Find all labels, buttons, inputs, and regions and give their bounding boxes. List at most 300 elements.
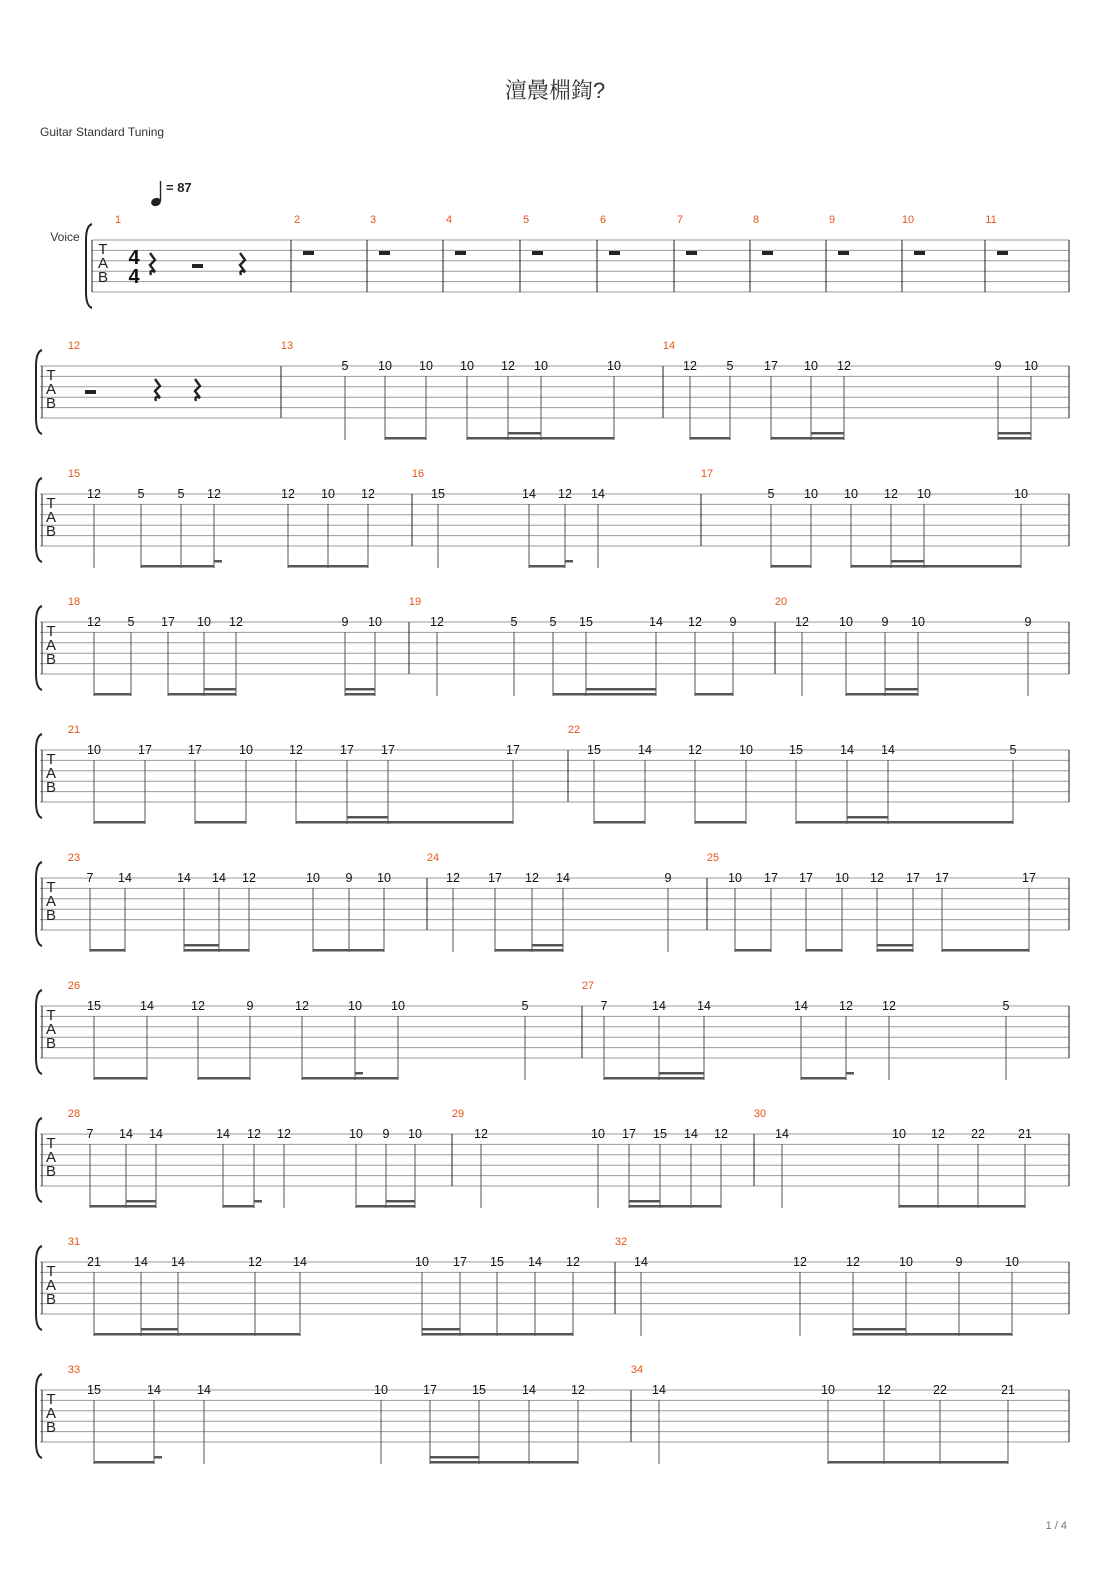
fret-number: 5: [127, 615, 135, 629]
fret-number: 12: [793, 1255, 807, 1269]
measure-number: 13: [280, 340, 294, 352]
fret-number: 12: [207, 487, 221, 501]
measure-number: 18: [67, 596, 81, 608]
tab-clef-letter: T: [46, 1135, 56, 1152]
fret-number: 9: [664, 871, 672, 885]
quarter-rest: [195, 379, 200, 401]
beam: [942, 949, 1029, 952]
system-bracket: [36, 478, 42, 562]
fret-number: 14: [149, 1127, 163, 1141]
beam: [356, 1205, 415, 1208]
fret-number: 12: [931, 1127, 945, 1141]
fret-number: 10: [839, 615, 853, 629]
beam: [553, 693, 656, 696]
beam: [695, 693, 733, 696]
sixteenth-beam: [877, 944, 913, 947]
measure-number: 33: [67, 1364, 81, 1376]
beam: [328, 565, 368, 568]
beam: [888, 821, 1013, 824]
whole-rest: [762, 251, 773, 255]
quarter-rest: [155, 379, 160, 401]
fret-number: 17: [381, 743, 395, 757]
quarter-rest: [240, 253, 245, 275]
beam: [296, 821, 388, 824]
sixteenth-beam: [565, 560, 573, 563]
tab-clef-letter: A: [45, 765, 57, 782]
fret-number: 12: [683, 359, 697, 373]
beam: [168, 693, 236, 696]
fret-number: 14: [212, 871, 226, 885]
fret-number: 14: [522, 1383, 536, 1397]
fret-number: 10: [197, 615, 211, 629]
measure-number: 15: [67, 468, 81, 480]
tab-system: [36, 468, 1069, 568]
system-bracket: [86, 224, 92, 308]
fret-number: 10: [321, 487, 335, 501]
beam: [924, 565, 1021, 568]
sixteenth-beam: [998, 432, 1031, 435]
fret-number: 7: [86, 1127, 94, 1141]
fret-number: 12: [571, 1383, 585, 1397]
beam: [851, 565, 924, 568]
sixteenth-beam: [847, 816, 888, 819]
fret-number: 14: [794, 999, 808, 1013]
fret-number: 12: [446, 871, 460, 885]
whole-rest: [379, 251, 390, 255]
fret-number: 10: [607, 359, 621, 373]
beam: [288, 565, 328, 568]
beam: [90, 1205, 156, 1208]
fret-number: 10: [306, 871, 320, 885]
fret-number: 10: [408, 1127, 422, 1141]
whole-rest: [455, 251, 466, 255]
beam: [806, 949, 842, 952]
system-bracket: [36, 1246, 42, 1330]
fret-number: 10: [911, 615, 925, 629]
fret-number: 9: [246, 999, 254, 1013]
fret-number: 14: [881, 743, 895, 757]
fret-number: 5: [726, 359, 734, 373]
sixteenth-beam: [532, 944, 563, 947]
fret-number: 10: [844, 487, 858, 501]
fret-number: 17: [764, 871, 778, 885]
beam: [828, 1461, 1008, 1464]
fret-number: 10: [415, 1255, 429, 1269]
fret-number: 10: [349, 1127, 363, 1141]
system-bracket: [36, 734, 42, 818]
fret-number: 22: [971, 1127, 985, 1141]
tab-clef-letter: A: [45, 509, 57, 526]
measure-number: 20: [774, 596, 788, 608]
sixteenth-beam: [184, 944, 219, 947]
fret-number: 17: [138, 743, 152, 757]
fret-number: 17: [764, 359, 778, 373]
fret-number: 14: [134, 1255, 148, 1269]
beam: [385, 437, 426, 440]
tuning-subtitle: Guitar Standard Tuning: [40, 125, 165, 139]
tab-system: [36, 1364, 1069, 1464]
fret-number: 14: [216, 1127, 230, 1141]
fret-number: 5: [177, 487, 185, 501]
tab-clef-letter: B: [45, 907, 57, 924]
measure-number: 30: [753, 1108, 767, 1120]
fret-number: 14: [840, 743, 854, 757]
measure-number: 28: [67, 1108, 81, 1120]
fret-number: 12: [795, 615, 809, 629]
fret-number: 15: [87, 1383, 101, 1397]
measure-number: 24: [426, 852, 440, 864]
measure-number: 32: [614, 1236, 628, 1248]
sixteenth-beam: [846, 1072, 854, 1075]
tab-clef-letter: A: [45, 1277, 57, 1294]
measure-number: 19: [408, 596, 422, 608]
sixteenth-beam: [508, 432, 541, 435]
tempo-marking: = 87: [166, 180, 192, 195]
fret-number: 14: [171, 1255, 185, 1269]
tab-clef-letter: A: [97, 255, 109, 272]
sixteenth-beam: [254, 1200, 262, 1203]
system-bracket: [36, 990, 42, 1074]
fret-number: 14: [684, 1127, 698, 1141]
measure-number: 26: [67, 980, 81, 992]
beam: [430, 1461, 578, 1464]
fret-number: 14: [652, 1383, 666, 1397]
fret-number: 10: [460, 359, 474, 373]
tab-clef-letter: A: [45, 637, 57, 654]
fret-number: 10: [374, 1383, 388, 1397]
fret-number: 17: [506, 743, 520, 757]
beam: [302, 1077, 355, 1080]
fret-number: 12: [558, 487, 572, 501]
measure-number: 31: [67, 1236, 81, 1248]
tab-clef-letter: B: [45, 1035, 57, 1052]
fret-number: 9: [994, 359, 1002, 373]
time-signature-top: 4: [128, 247, 140, 269]
beam: [801, 1077, 846, 1080]
fret-number: 10: [591, 1127, 605, 1141]
fret-number: 10: [1005, 1255, 1019, 1269]
fret-number: 14: [697, 999, 711, 1013]
fret-number: 10: [239, 743, 253, 757]
fret-number: 5: [510, 615, 518, 629]
measure-number: 27: [581, 980, 595, 992]
tab-clef-letter: T: [46, 1007, 56, 1024]
beam: [90, 949, 125, 952]
fret-number: 5: [341, 359, 349, 373]
fret-number: 12: [281, 487, 295, 501]
beam: [198, 1077, 250, 1080]
fret-number: 14: [293, 1255, 307, 1269]
sixteenth-beam: [853, 1328, 906, 1331]
fret-number: 14: [556, 871, 570, 885]
measure-number: 4: [445, 214, 453, 226]
sixteenth-beam: [345, 688, 375, 691]
whole-rest: [686, 251, 697, 255]
system-bracket: [36, 606, 42, 690]
tab-clef-letter: T: [46, 1391, 56, 1408]
fret-number: 10: [391, 999, 405, 1013]
fret-number: 10: [804, 359, 818, 373]
fret-number: 10: [899, 1255, 913, 1269]
beam: [355, 1077, 398, 1080]
fret-number: 12: [87, 615, 101, 629]
beam: [998, 437, 1031, 440]
fret-number: 12: [837, 359, 851, 373]
beam: [529, 565, 565, 568]
fret-number: 9: [881, 615, 889, 629]
measure-number: 7: [676, 214, 684, 226]
fret-number: 14: [140, 999, 154, 1013]
tab-system: [86, 214, 1069, 308]
beam: [219, 949, 249, 952]
whole-rest: [914, 251, 925, 255]
fret-number: 14: [775, 1127, 789, 1141]
beam: [594, 821, 645, 824]
fret-number: 5: [137, 487, 145, 501]
beam: [541, 437, 614, 440]
fret-number: 10: [368, 615, 382, 629]
beam: [422, 1333, 573, 1336]
fret-number: 10: [419, 359, 433, 373]
whole-rest: [997, 251, 1008, 255]
fret-number: 14: [197, 1383, 211, 1397]
fret-number: 21: [1018, 1127, 1032, 1141]
fret-number: 22: [933, 1383, 947, 1397]
beam: [313, 949, 384, 952]
beam: [695, 821, 746, 824]
fret-number: 12: [474, 1127, 488, 1141]
measure-number: 1: [114, 214, 122, 226]
fret-number: 14: [528, 1255, 542, 1269]
tab-clef-letter: B: [45, 523, 57, 540]
fret-number: 5: [767, 487, 775, 501]
beam: [141, 565, 181, 568]
system-bracket: [36, 862, 42, 946]
half-rest: [85, 390, 96, 394]
fret-number: 15: [490, 1255, 504, 1269]
measure-number: 2: [293, 214, 301, 226]
fret-number: 10: [1014, 487, 1028, 501]
fret-number: 5: [549, 615, 557, 629]
time-signature-bottom: 4: [128, 266, 140, 288]
beam: [690, 437, 730, 440]
beam: [195, 821, 246, 824]
fret-number: 12: [295, 999, 309, 1013]
fret-number: 17: [906, 871, 920, 885]
fret-number: 14: [119, 1127, 133, 1141]
fret-number: 10: [377, 871, 391, 885]
measure-number: 16: [411, 468, 425, 480]
beam: [388, 821, 513, 824]
beam: [181, 565, 214, 568]
fret-number: 14: [147, 1383, 161, 1397]
tab-clef-letter: T: [46, 751, 56, 768]
measure-number: 25: [706, 852, 720, 864]
measure-number: 3: [369, 214, 377, 226]
tab-clef-letter: T: [46, 495, 56, 512]
fret-number: 12: [248, 1255, 262, 1269]
fret-number: 21: [1001, 1383, 1015, 1397]
fret-number: 12: [882, 999, 896, 1013]
measure-number: 29: [451, 1108, 465, 1120]
sixteenth-beam: [430, 1456, 479, 1459]
measure-number: 14: [662, 340, 676, 352]
fret-number: 12: [277, 1127, 291, 1141]
fret-number: 12: [289, 743, 303, 757]
tab-clef-letter: B: [45, 1163, 57, 1180]
sixteenth-beam: [355, 1072, 363, 1075]
tab-system: [36, 1236, 1069, 1336]
fret-number: 9: [382, 1127, 390, 1141]
tab-system: [36, 1108, 1069, 1208]
fret-number: 17: [935, 871, 949, 885]
measure-number: 9: [828, 214, 836, 226]
fret-number: 14: [118, 871, 132, 885]
fret-number: 12: [361, 487, 375, 501]
fret-number: 12: [846, 1255, 860, 1269]
fret-number: 17: [1022, 871, 1036, 885]
fret-number: 12: [191, 999, 205, 1013]
sixteenth-beam: [422, 1328, 460, 1331]
fret-number: 12: [884, 487, 898, 501]
fret-number: 7: [600, 999, 608, 1013]
tab-system: [36, 980, 1069, 1080]
fret-number: 10: [835, 871, 849, 885]
fret-number: 12: [525, 871, 539, 885]
whole-rest: [838, 251, 849, 255]
beam: [94, 1077, 147, 1080]
tab-clef-letter: A: [45, 1405, 57, 1422]
fret-number: 9: [1024, 615, 1032, 629]
fret-number: 12: [430, 615, 444, 629]
fret-number: 15: [87, 999, 101, 1013]
page-indicator: 1 / 4: [1045, 1520, 1067, 1532]
fret-number: 10: [917, 487, 931, 501]
fret-number: 10: [348, 999, 362, 1013]
sixteenth-beam: [811, 432, 844, 435]
beam: [796, 821, 888, 824]
fret-number: 12: [688, 743, 702, 757]
fret-number: 10: [804, 487, 818, 501]
beam: [94, 1461, 154, 1464]
sixteenth-beam: [347, 816, 388, 819]
measure-number: 21: [67, 724, 81, 736]
beam: [629, 1205, 721, 1208]
tab-clef-letter: T: [46, 879, 56, 896]
measure-number: 6: [599, 214, 607, 226]
beam: [604, 1077, 704, 1080]
beam: [184, 949, 219, 952]
fret-number: 14: [177, 871, 191, 885]
sixteenth-beam: [126, 1200, 156, 1203]
fret-number: 10: [534, 359, 548, 373]
fret-number: 14: [522, 487, 536, 501]
whole-rest: [303, 251, 314, 255]
sixteenth-beam: [386, 1200, 415, 1203]
tab-clef-letter: A: [45, 1149, 57, 1166]
fret-number: 12: [501, 359, 515, 373]
fret-number: 15: [789, 743, 803, 757]
beam: [94, 693, 131, 696]
tab-clef-letter: B: [45, 395, 57, 412]
fret-number: 14: [591, 487, 605, 501]
fret-number: 9: [729, 615, 737, 629]
tab-system: [36, 852, 1069, 952]
fret-number: 15: [579, 615, 593, 629]
fret-number: 15: [653, 1127, 667, 1141]
tab-clef-letter: T: [46, 623, 56, 640]
page-title: 澶曟棩鍧?: [504, 78, 606, 103]
beam: [846, 693, 918, 696]
fret-number: 14: [638, 743, 652, 757]
measure-number: 23: [67, 852, 81, 864]
fret-number: 5: [521, 999, 529, 1013]
tab-clef-letter: A: [45, 381, 57, 398]
tab-clef-letter: B: [97, 269, 109, 286]
fret-number: 14: [652, 999, 666, 1013]
fret-number: 5: [1002, 999, 1010, 1013]
fret-number: 17: [161, 615, 175, 629]
fret-number: 12: [714, 1127, 728, 1141]
beam: [877, 949, 913, 952]
sixteenth-beam: [659, 1072, 704, 1075]
system-bracket: [36, 350, 42, 434]
fret-number: 17: [488, 871, 502, 885]
track-name: Voice: [50, 230, 80, 244]
fret-number: 10: [87, 743, 101, 757]
beam: [94, 1333, 178, 1336]
fret-number: 12: [242, 871, 256, 885]
fret-number: 10: [728, 871, 742, 885]
sixteenth-beam: [586, 688, 656, 691]
fret-number: 21: [87, 1255, 101, 1269]
sixteenth-beam: [629, 1200, 660, 1203]
beam: [899, 1205, 1025, 1208]
fret-number: 14: [634, 1255, 648, 1269]
tab-clef-letter: B: [45, 1291, 57, 1308]
tab-clef-letter: T: [46, 367, 56, 384]
beam: [771, 437, 844, 440]
fret-number: 15: [472, 1383, 486, 1397]
tab-clef-letter: T: [98, 241, 108, 258]
sixteenth-beam: [154, 1456, 162, 1459]
measure-number: 5: [522, 214, 530, 226]
beam: [735, 949, 771, 952]
tab-clef-letter: B: [45, 779, 57, 796]
fret-number: 12: [870, 871, 884, 885]
tab-system: [36, 724, 1069, 824]
tab-system: [36, 340, 1069, 440]
fret-number: 12: [566, 1255, 580, 1269]
fret-number: 12: [688, 615, 702, 629]
beam: [495, 949, 532, 952]
fret-number: 17: [622, 1127, 636, 1141]
fret-number: 15: [431, 487, 445, 501]
fret-number: 12: [247, 1127, 261, 1141]
fret-number: 10: [892, 1127, 906, 1141]
measure-number: 34: [630, 1364, 644, 1376]
beam: [532, 949, 563, 952]
fret-number: 10: [1024, 359, 1038, 373]
fret-number: 17: [799, 871, 813, 885]
quarter-rest: [150, 253, 155, 275]
fret-number: 9: [341, 615, 349, 629]
beam: [771, 565, 811, 568]
beam: [223, 1205, 254, 1208]
sixteenth-beam: [141, 1328, 178, 1331]
measure-number: 11: [985, 214, 997, 226]
fret-number: 10: [821, 1383, 835, 1397]
